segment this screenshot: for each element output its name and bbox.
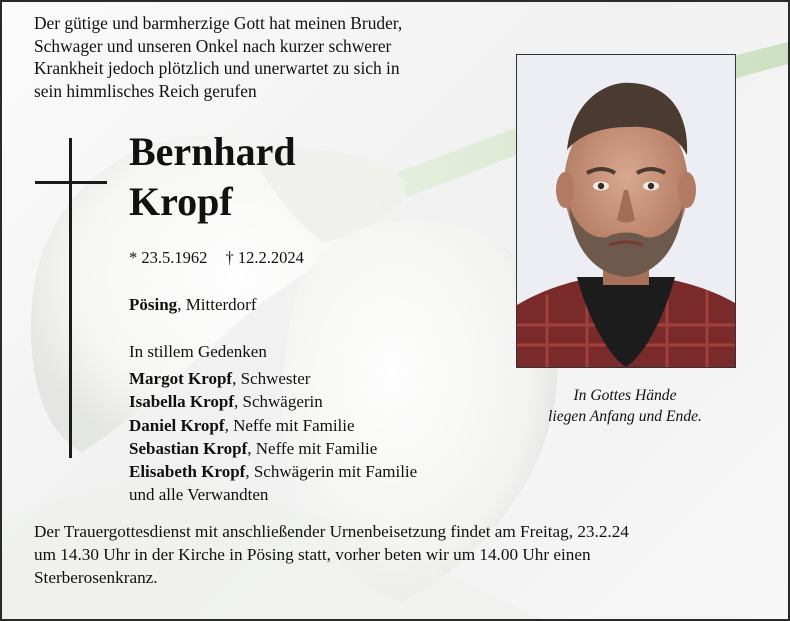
mourner-name: Margot Kropf: [129, 369, 233, 388]
mourner-item: [129, 390, 417, 413]
residence-district: , Mitterdorf: [177, 295, 257, 314]
service-announcement: [34, 520, 734, 589]
residence-town: Pösing: [129, 295, 178, 314]
quote: [516, 385, 734, 427]
life-dates: [129, 248, 304, 268]
deceased-first-name: Bernhard: [129, 129, 296, 174]
mourner-name: Daniel Kropf: [129, 415, 225, 435]
intro-line: Der gütige und barmherzige Gott hat meinen Bruder,: [34, 13, 403, 33]
cross-icon: [35, 138, 107, 458]
mourners-list: [129, 367, 417, 507]
mourner-item: [129, 414, 417, 437]
deceased-last-name: Kropf: [129, 179, 233, 224]
mourner-relation: , Neffe mit Familie: [247, 438, 378, 458]
birth-date: * 23.5.1962: [129, 248, 208, 267]
mourner-relation: , Schwester: [232, 369, 311, 388]
mourner-name: Sebastian Kropf: [129, 438, 248, 458]
intro-line: Schwager und unseren Onkel nach kurzer schwerer: [34, 35, 392, 56]
mourner-item: [129, 367, 417, 390]
intro-text: [34, 12, 504, 102]
portrait-photo: [516, 54, 736, 368]
mourner-name: Elisabeth Kropf: [129, 462, 246, 482]
mourner-relation: , Neffe mit Familie: [224, 415, 355, 435]
intro-line: sein himmlisches Reich gerufen: [34, 80, 257, 101]
death-date: † 12.2.2024: [225, 248, 304, 267]
mourners-heading: In stillem Gedenken: [129, 342, 267, 361]
mourner-item: [129, 460, 417, 483]
quote-line: In Gottes Hände: [573, 387, 677, 404]
mourner-relation: , Schwägerin mit Familie: [245, 462, 418, 482]
portrait-illustration: [517, 55, 735, 367]
mourners-closing: und alle Verwandten: [129, 485, 269, 505]
quote-line: liegen Anfang und Ende.: [548, 408, 702, 425]
mourner-relation: , Schwägerin: [234, 392, 323, 412]
intro-line: Krankheit jedoch plötzlich und unerwartet zu sich in: [34, 58, 400, 78]
mourner-name: Isabella Kropf: [129, 392, 235, 412]
residence: [129, 295, 257, 315]
service-line: um 14.30 Uhr in der Kirche in Pösing statt, vorher beten wir um 14.00 Uhr einen: [34, 545, 591, 564]
service-line: Sterberosenkranz.: [34, 568, 158, 587]
service-line: Der Trauergottesdienst mit anschließender Urnenbeisetzung findet am Freitag, 23.2.24: [34, 522, 629, 541]
mourner-item: [129, 437, 417, 460]
